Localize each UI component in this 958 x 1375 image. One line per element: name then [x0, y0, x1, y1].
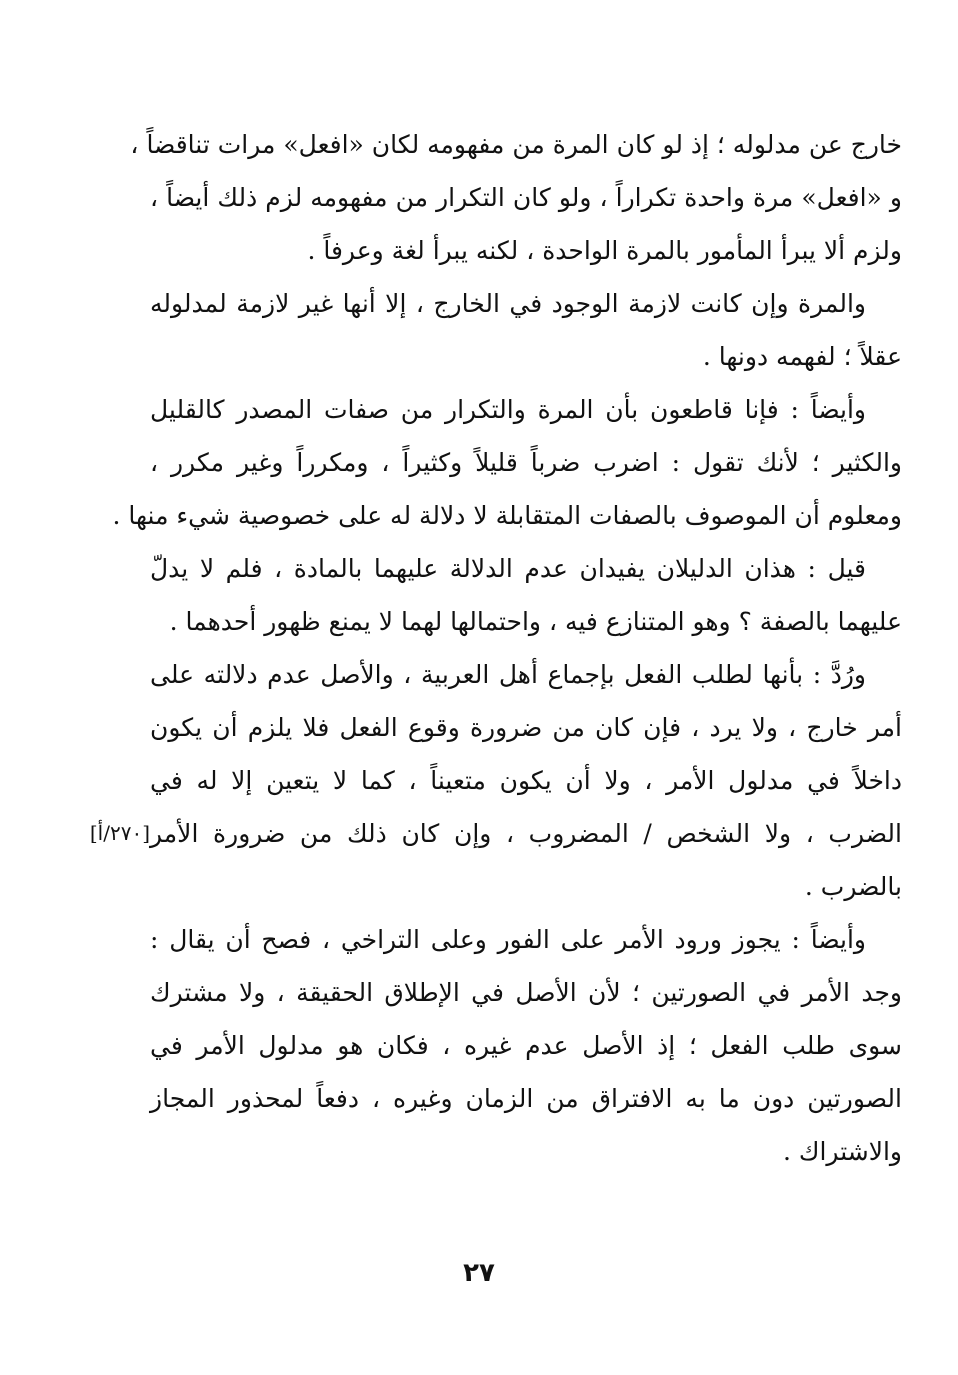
main-text	[89, 118, 902, 1178]
text-line: والمرة وإن كانت لازمة الوجود في الخارج ، إلا أنها غير لازمة لمدلوله	[150, 289, 866, 318]
text-line: وجد الأمر في الصورتين ؛ لأن الأصل في الإطلاق الحقيقة ، ولا مشترك	[150, 978, 902, 1007]
text-line-with-reference	[89, 807, 902, 860]
text-line: داخلاً في مدلول الأمر ، ولا أن يكون متعيناً ، كما لا يتعين إلا له في	[150, 766, 902, 795]
text-line: الصورتين دون ما به الافتراق من الزمان وغيره ، دفعاً لمحذور المجاز	[150, 1084, 902, 1113]
text-line: و «افعل» مرة واحدة تكراراً ، ولو كان التكرار من مفهومه لزم ذلك أيضاً ،	[150, 183, 902, 212]
text-line: الضرب ، ولا الشخص / المضروب ، وإن كان ذلك من ضرورة الأمر	[150, 819, 902, 848]
text-line: عقلاً ؛ لفهمه دونها .	[702, 342, 902, 371]
text-line: بالضرب .	[804, 872, 902, 901]
text-line: ومعلوم أن الموصوف بالصفات المتقابلة لا دلالة له على خصوصية شيء منها .	[112, 501, 902, 530]
text-line: أمر خارج ، ولا يرد ، فإن كان من ضرورة وقوع الفعل فلا يلزم أن يكون	[150, 713, 902, 742]
page-number: ٢٧	[463, 1258, 495, 1288]
text-line: قيل : هذان الدليلان يفيدان عدم الدلالة عليهما بالمادة ، فلم لا يدلّ	[150, 554, 866, 583]
text-line: عليهما بالصفة ؟ وهو المتنازع فيه ، واحتمالها لهما لا يمنع ظهور أحدهما .	[169, 607, 902, 636]
text-line: خارج عن مدلوله ؛ إذ لو كان المرة من مفهومه لكان «افعل» مرات تناقضاً ،	[130, 130, 902, 159]
text-line: والكثير ؛ لأنك تقول : اضرب ضرباً قليلاً وكثيراً ، ومكرراً وغير مكرر ،	[150, 448, 902, 477]
text-line: ولزم ألا يبرأ المأمور بالمرة الواحدة ، لكنه يبرأ لغة وعرفاً .	[307, 236, 902, 265]
margin-reference: [٢٧٠/أ]	[89, 821, 150, 845]
text-line: والاشتراك .	[782, 1137, 902, 1166]
text-line: ورُدَّ : بأنها لطلب الفعل بإجماع أهل العربية ، والأصل عدم دلالته على	[150, 660, 866, 689]
text-line: وأيضاً : يجوز ورود الأمر على الفور وعلى التراخي ، فصح أن يقال :	[150, 925, 866, 954]
text-line: وأيضاً : فإنا قاطعون بأن المرة والتكرار من صفات المصدر كالقليل	[150, 395, 866, 424]
text-line: سوى طلب الفعل ؛ إذ الأصل عدم غيره ، فكان هو مدلول الأمر في	[150, 1031, 902, 1060]
